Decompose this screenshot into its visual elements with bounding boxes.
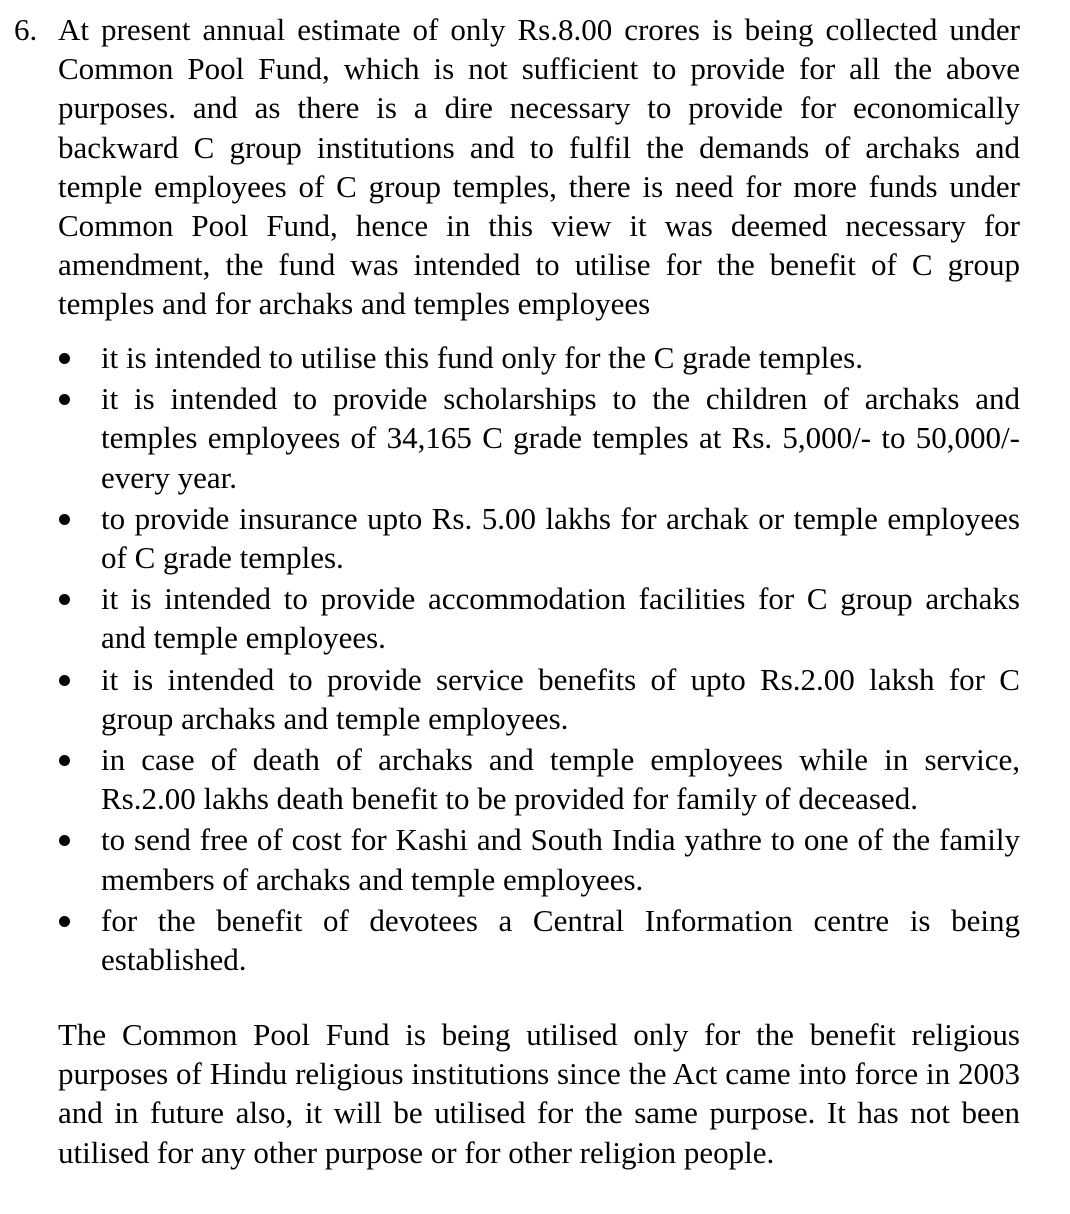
list-item (0, 579, 1020, 657)
list-item-text: in case of death of archaks and temple employees while in service, Rs.2.00 lakhs death benefit to be provided for family of deceased. (101, 742, 1020, 817)
bullet-icon (59, 514, 70, 525)
list-item (0, 740, 1020, 818)
list-item-text: it is intended to utilise this fund only for the C grade temples. (101, 340, 863, 375)
bullet-icon (59, 394, 70, 405)
paragraph-text: At present annual estimate of only Rs.8.00 crores is being collected under Common Pool Fund, which is not sufficient to provide for all the above purposes. and as there is a dire necessary to provide for economically backward C group institutions and to fulfil the demands of archaks and temple employees of C group temples, there is need for more funds under Common Pool Fund, hence in this view it was deemed necessary for amendment, the fund was intended to utilise for the benefit of C group temples and for archaks and temples employees (58, 12, 1020, 322)
paragraph-number: 6. (14, 12, 38, 47)
bullet-icon (59, 594, 70, 605)
list-item-text: to send free of cost for Kashi and South India yathre to one of the family members of archaks and temple employees. (101, 822, 1020, 897)
list-item-text: it is intended to provide scholarships to the children of archaks and temples employees of 34,165 C grade temples at Rs. 5,000/- to 50,000/- every year. (101, 381, 1020, 495)
list-item-text: it is intended to provide accommodation facilities for C group archaks and temple employees. (101, 581, 1020, 656)
bullet-icon (59, 835, 70, 846)
list-item (0, 820, 1020, 898)
list-item (0, 499, 1020, 577)
list-item (0, 901, 1020, 979)
bullet-icon (59, 353, 70, 364)
list-item (0, 660, 1020, 738)
benefits-list (0, 338, 1070, 981)
list-item (0, 338, 1020, 377)
bullet-icon (59, 916, 70, 927)
list-item-text: for the benefit of devotees a Central Information centre is being established. (101, 902, 1020, 978)
list-item (0, 379, 1020, 497)
bullet-icon (59, 755, 70, 766)
list-item-text: it is intended to provide service benefits of upto Rs.2.00 laksh for C group archaks and temple employees. (101, 661, 1020, 736)
list-item-text: to provide insurance upto Rs. 5.00 lakhs for archak or temple employees of C grade temples. (101, 500, 1020, 576)
bullet-icon (59, 675, 70, 686)
closing-paragraph: The Common Pool Fund is being utilised only for the benefit religious purposes of Hindu religious institutions since the Act came into force in 2003 and in future also, it will be utilised for the same purpose. It has not been utilised for any other purpose or for other religion people. (58, 1017, 1020, 1170)
